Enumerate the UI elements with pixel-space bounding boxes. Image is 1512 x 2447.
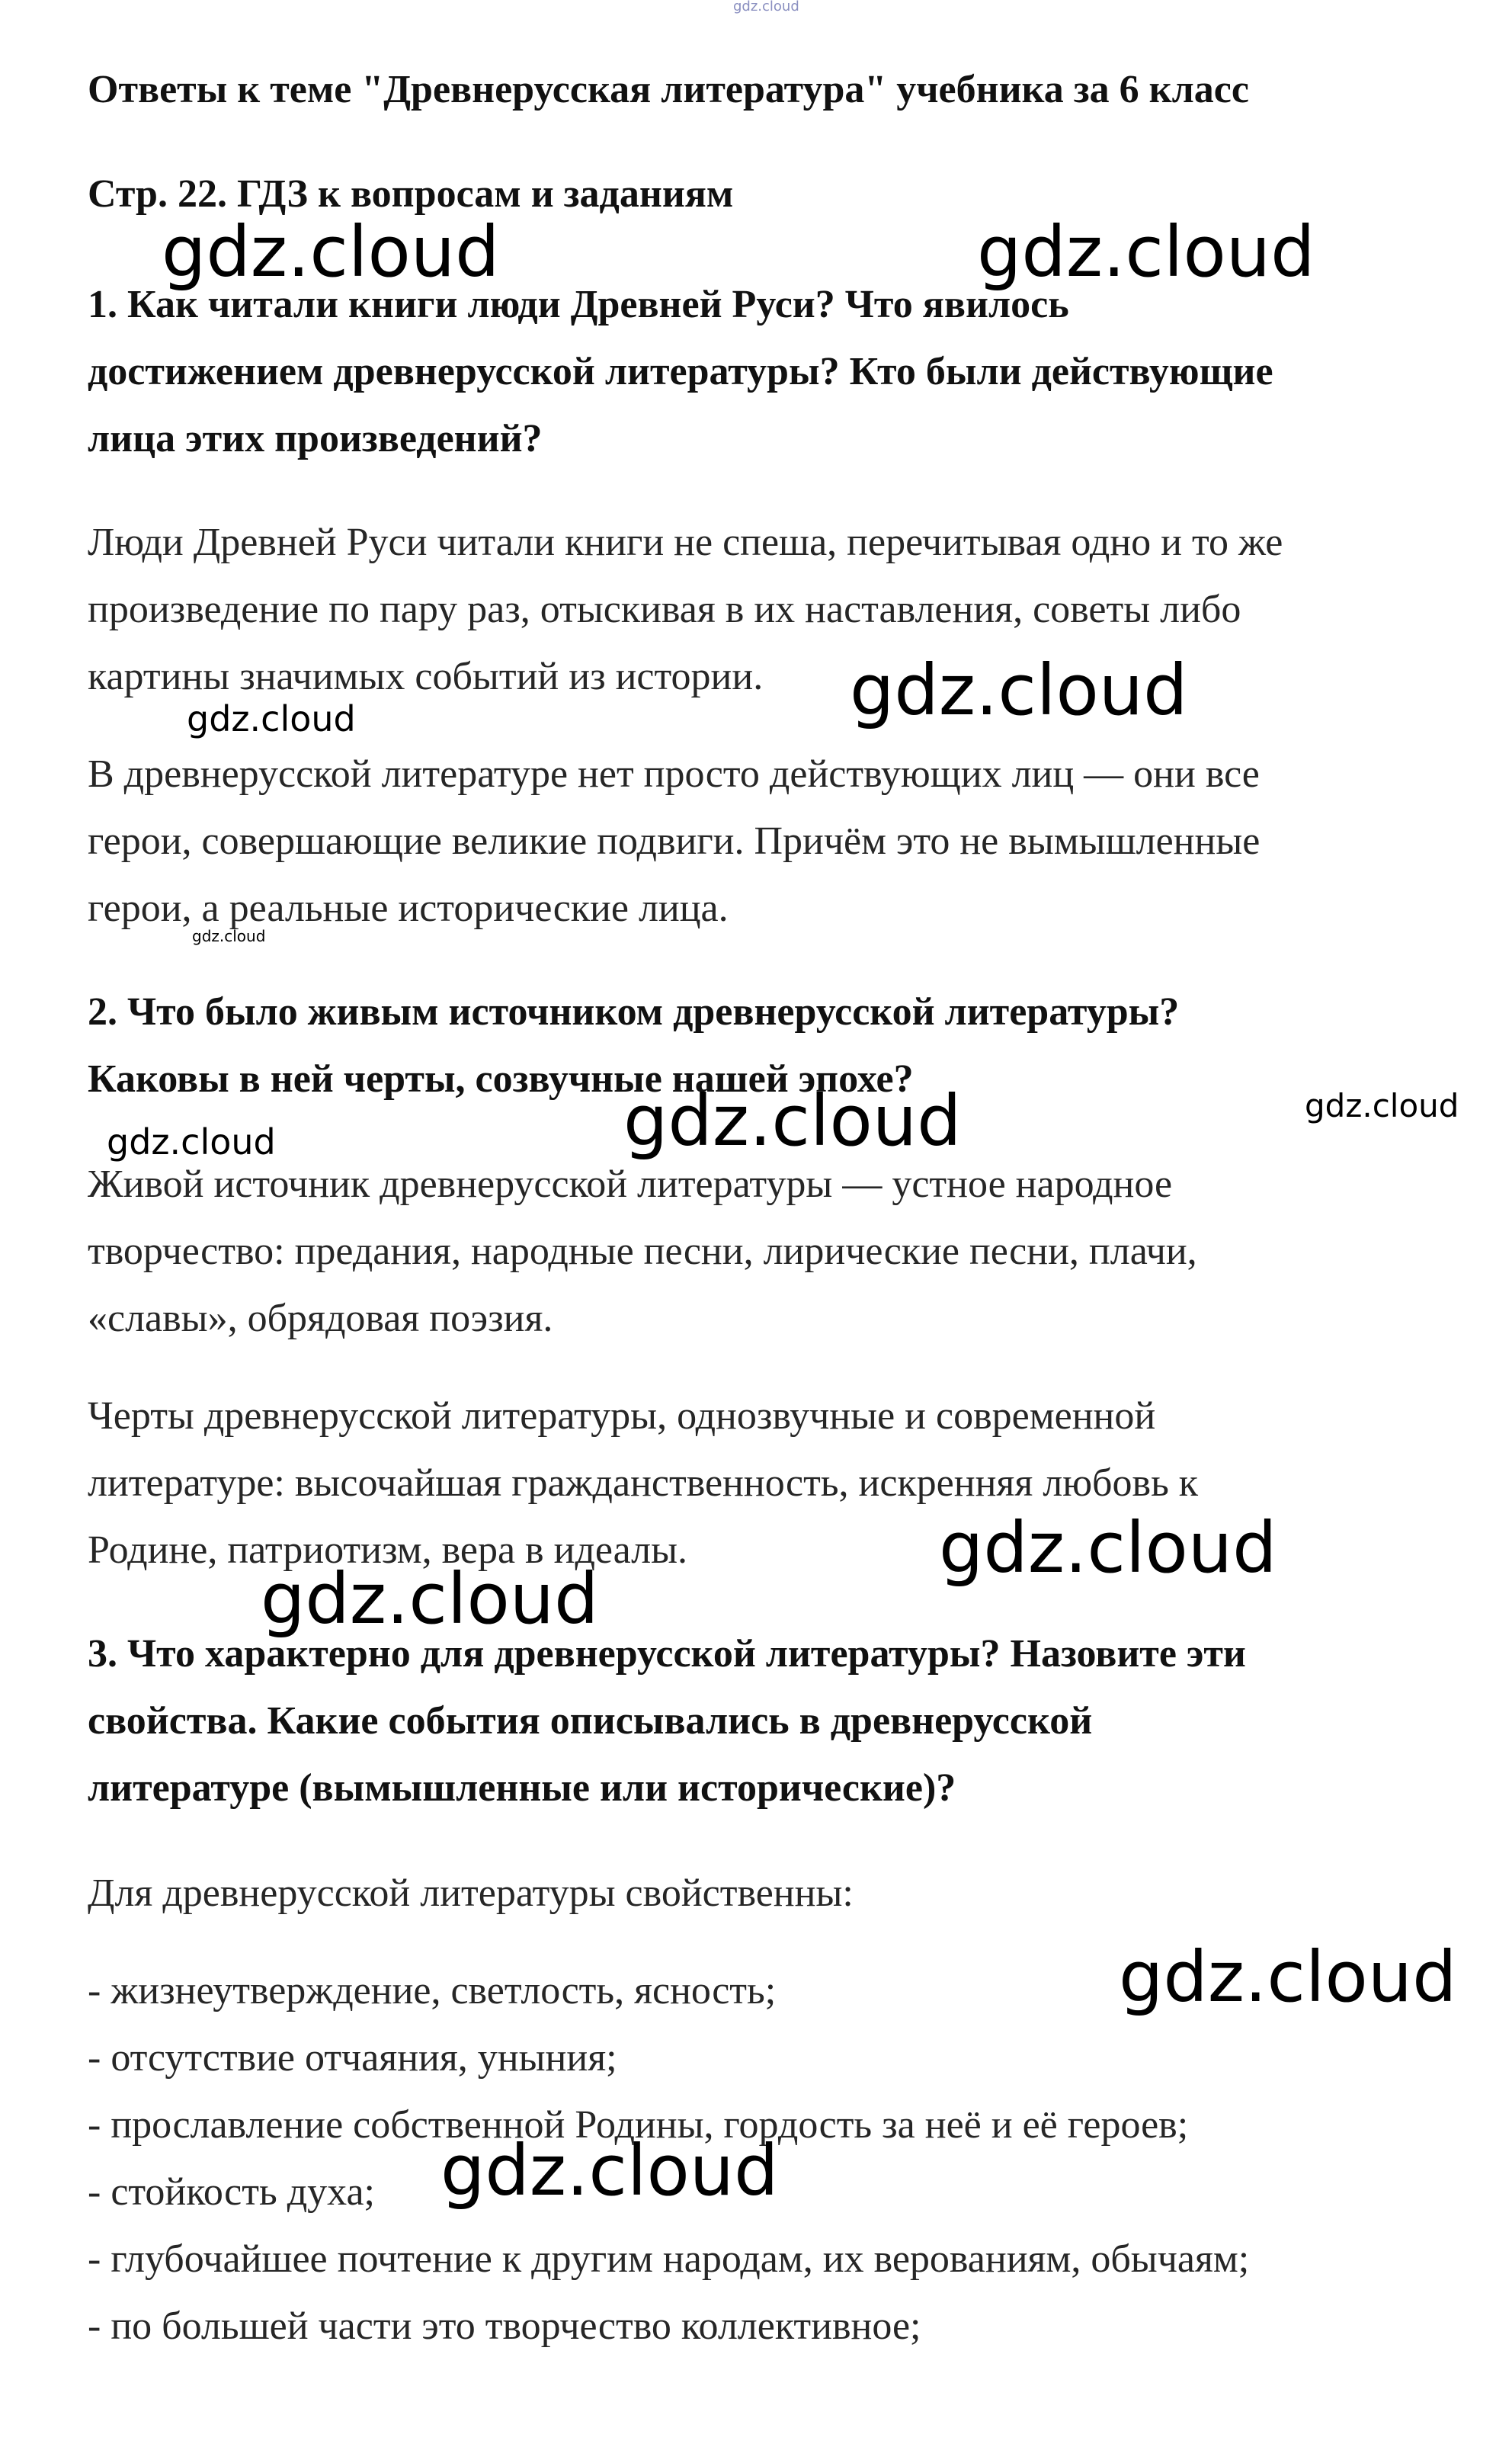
list-item: - глубочайшее почтение к другим народам, их верованиям, обычаям; (88, 2237, 1250, 2281)
question-1-line-1: 1. Как читали книги люди Древней Руси? Что явилось (88, 283, 1069, 326)
answer-1-para-1-line-1: Люди Древней Руси читали книги не спеша, перечитывая одно и то же (88, 521, 1283, 564)
watermark: gdz.cloud (192, 927, 266, 945)
list-item: - отсутствие отчаяния, уныния; (88, 2036, 617, 2080)
question-3-line-3: литературе (вымышленные или исторические)? (88, 1766, 956, 1810)
answer-2-para-2-line-2: литературе: высочайшая гражданственность, искренняя любовь к (88, 1461, 1199, 1505)
watermark: gdz.cloud (623, 1080, 962, 1162)
answer-2-para-1-line-2: творчество: предания, народные песни, лирические песни, плачи, (88, 1230, 1197, 1273)
watermark: gdz.cloud (939, 1507, 1277, 1589)
answer-2-para-1-line-1: Живой источник древнерусской литературы — устное народное (88, 1163, 1173, 1206)
question-2-line-1: 2. Что было живым источником древнерусской литературы? (88, 990, 1180, 1034)
answer-1-para-1-line-3: картины значимых событий из истории. (88, 655, 764, 698)
watermark: gdz.cloud (977, 211, 1315, 293)
list-item: - жизнеутверждение, светлость, ясность; (88, 1969, 777, 2012)
watermark: gdz.cloud (107, 1121, 276, 1163)
question-3-line-2: свойства. Какие события описывались в древнерусской (88, 1699, 1093, 1743)
answer-1-para-2-line-1: В древнерусской литературе нет просто действующих лиц — они все (88, 752, 1260, 796)
page-subtitle: Стр. 22. ГДЗ к вопросам и заданиям (88, 172, 734, 216)
list-item: - прославление собственной Родины, гордость за неё и её героев; (88, 2103, 1189, 2147)
answer-1-para-2-line-3: герои, а реальные исторические лица. (88, 887, 729, 930)
question-2-line-2: Каковы в ней черты, созвучные нашей эпохе? (88, 1057, 914, 1101)
list-item: - стойкость духа; (88, 2170, 375, 2214)
answer-1-para-1-line-2: произведение по пару раз, отыскивая в их наставления, советы либо (88, 588, 1241, 631)
answer-1-para-2-line-2: герои, совершающие великие подвиги. Причём это не вымышленные (88, 819, 1261, 863)
answer-3-intro: Для древнерусской литературы свойственны: (88, 1871, 854, 1915)
watermark: gdz.cloud (850, 649, 1188, 731)
watermark: gdz.cloud (1119, 1936, 1457, 2018)
watermark: gdz.cloud (1305, 1087, 1459, 1124)
watermark: gdz.cloud (162, 211, 500, 293)
watermark: gdz.cloud (261, 1558, 599, 1640)
answer-2-para-2-line-3: Родине, патриотизм, вера в идеалы. (88, 1528, 688, 1572)
page-title: Ответы к теме "Древнерусская литература" учебника за 6 класс (88, 68, 1249, 111)
question-1-line-3: лица этих произведений? (88, 417, 543, 460)
watermark-top: gdz.cloud (733, 0, 799, 14)
list-item: - по большей части это творчество коллективное; (88, 2304, 921, 2348)
watermark: gdz.cloud (187, 698, 356, 739)
answer-2-para-1-line-3: «славы», обрядовая поэзия. (88, 1297, 553, 1340)
question-1-line-2: достижением древнерусской литературы? Кто были действующие (88, 350, 1273, 393)
watermark: gdz.cloud (440, 2130, 779, 2211)
answer-2-para-2-line-1: Черты древнерусской литературы, однозвучные и современной (88, 1394, 1156, 1438)
question-3-line-1: 3. Что характерно для древнерусской литературы? Назовите эти (88, 1632, 1246, 1676)
